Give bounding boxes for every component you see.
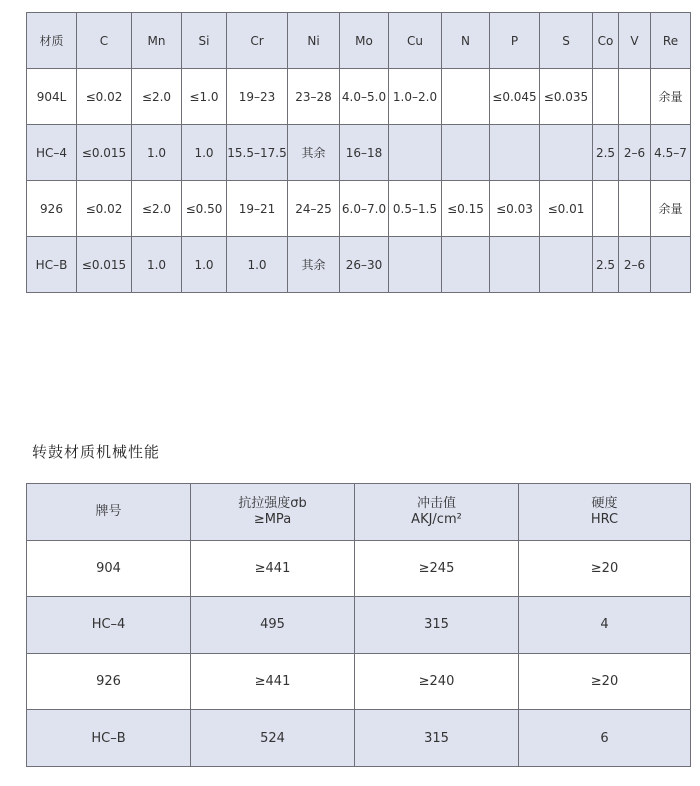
table-row <box>27 653 691 710</box>
table-cell <box>619 181 651 237</box>
header-cell <box>519 484 691 541</box>
header-line-1: 硬度 <box>591 495 618 511</box>
table-cell <box>442 69 490 125</box>
table-cell: ≤0.035 <box>540 69 593 125</box>
table-cell: 1.0 <box>182 237 227 293</box>
table-cell: HC–B <box>27 237 77 293</box>
header-cell <box>355 484 519 541</box>
table-cell <box>593 69 619 125</box>
header-cell <box>191 484 355 541</box>
table-cell: 26–30 <box>340 237 389 293</box>
header-line-1: 抗拉强度σb <box>238 495 307 511</box>
header-cell: C <box>77 13 132 69</box>
table-cell: ≤0.015 <box>77 237 132 293</box>
table-cell: ≥240 <box>355 653 519 710</box>
table-cell: 4.5–7 <box>651 125 691 181</box>
table-cell: ≥245 <box>355 540 519 597</box>
table-cell: 1.0 <box>132 125 182 181</box>
table-cell: ≤0.02 <box>77 181 132 237</box>
table-cell: 1.0 <box>132 237 182 293</box>
table-cell: ≤2.0 <box>132 69 182 125</box>
table-cell <box>593 181 619 237</box>
table-cell <box>389 125 442 181</box>
table-cell: 926 <box>27 181 77 237</box>
table-cell: ≥20 <box>519 540 691 597</box>
table-row <box>27 540 691 597</box>
table-cell: 19–23 <box>227 69 288 125</box>
table-cell: HC–4 <box>27 597 191 654</box>
header-cell: Cr <box>227 13 288 69</box>
composition-table <box>26 12 691 293</box>
table-cell: ≤0.03 <box>490 181 540 237</box>
table-cell: 24–25 <box>288 181 340 237</box>
header-line-1: 牌号 <box>95 503 122 519</box>
table-cell <box>540 125 593 181</box>
table-cell: 4.0–5.0 <box>340 69 389 125</box>
table-cell: ≤0.015 <box>77 125 132 181</box>
table-cell <box>442 237 490 293</box>
table-cell <box>651 237 691 293</box>
table-cell: ≤0.02 <box>77 69 132 125</box>
table-cell: 其余 <box>288 125 340 181</box>
table-cell: ≥20 <box>519 653 691 710</box>
table-cell: ≥441 <box>191 653 355 710</box>
table-cell: 余量 <box>651 69 691 125</box>
table-cell: 904 <box>27 540 191 597</box>
table-cell: 926 <box>27 653 191 710</box>
table-cell: 23–28 <box>288 69 340 125</box>
table-cell <box>442 125 490 181</box>
table-cell <box>619 69 651 125</box>
table-cell: 16–18 <box>340 125 389 181</box>
table-cell: 2.5 <box>593 237 619 293</box>
table-cell: 495 <box>191 597 355 654</box>
header-cell: S <box>540 13 593 69</box>
table-cell <box>490 237 540 293</box>
table-cell: ≤0.50 <box>182 181 227 237</box>
table-cell: ≤2.0 <box>132 181 182 237</box>
table-cell: HC–4 <box>27 125 77 181</box>
table-cell: ≥441 <box>191 540 355 597</box>
table-row <box>27 69 691 125</box>
header-cell: Re <box>651 13 691 69</box>
table-row <box>27 237 691 293</box>
table-cell: 1.0 <box>227 237 288 293</box>
table-cell: 1.0 <box>182 125 227 181</box>
table-cell: ≤0.15 <box>442 181 490 237</box>
table-cell: 2–6 <box>619 125 651 181</box>
table-cell: 余量 <box>651 181 691 237</box>
table-cell: 524 <box>191 710 355 767</box>
table-header-row <box>27 484 691 541</box>
header-cell: Co <box>593 13 619 69</box>
table-cell: 0.5–1.5 <box>389 181 442 237</box>
table-cell: 315 <box>355 710 519 767</box>
header-cell: Mo <box>340 13 389 69</box>
header-cell: Mn <box>132 13 182 69</box>
table-cell: 其余 <box>288 237 340 293</box>
header-cell: Ni <box>288 13 340 69</box>
table-cell: 2–6 <box>619 237 651 293</box>
header-line-2: ≥MPa <box>253 511 292 527</box>
header-cell <box>27 484 191 541</box>
header-line-2: AKJ/cm² <box>411 511 462 527</box>
table-cell: 4 <box>519 597 691 654</box>
table-cell <box>540 237 593 293</box>
header-line-2: HRC <box>590 511 619 527</box>
table-row <box>27 597 691 654</box>
table-cell: 904L <box>27 69 77 125</box>
table-cell <box>490 125 540 181</box>
table-cell: ≤0.045 <box>490 69 540 125</box>
table-cell: ≤0.01 <box>540 181 593 237</box>
table-cell <box>389 237 442 293</box>
header-line-1: 冲击值 <box>416 495 456 511</box>
header-cell: Si <box>182 13 227 69</box>
table-cell: 1.0–2.0 <box>389 69 442 125</box>
mechanical-properties-title: 转鼓材质机械性能 <box>32 443 161 461</box>
table-row <box>27 710 691 767</box>
table-row <box>27 181 691 237</box>
header-cell: 材质 <box>27 13 77 69</box>
table-cell: 15.5–17.5 <box>227 125 288 181</box>
mechanical-properties-table <box>26 483 691 767</box>
table-row <box>27 125 691 181</box>
table-header-row <box>27 13 691 69</box>
header-cell: V <box>619 13 651 69</box>
table-cell: 19–21 <box>227 181 288 237</box>
table-cell: 6.0–7.0 <box>340 181 389 237</box>
table-cell: 6 <box>519 710 691 767</box>
table-cell: HC–B <box>27 710 191 767</box>
table-cell: 315 <box>355 597 519 654</box>
table-cell: ≤1.0 <box>182 69 227 125</box>
header-cell: P <box>490 13 540 69</box>
table-cell: 2.5 <box>593 125 619 181</box>
header-cell: N <box>442 13 490 69</box>
header-cell: Cu <box>389 13 442 69</box>
